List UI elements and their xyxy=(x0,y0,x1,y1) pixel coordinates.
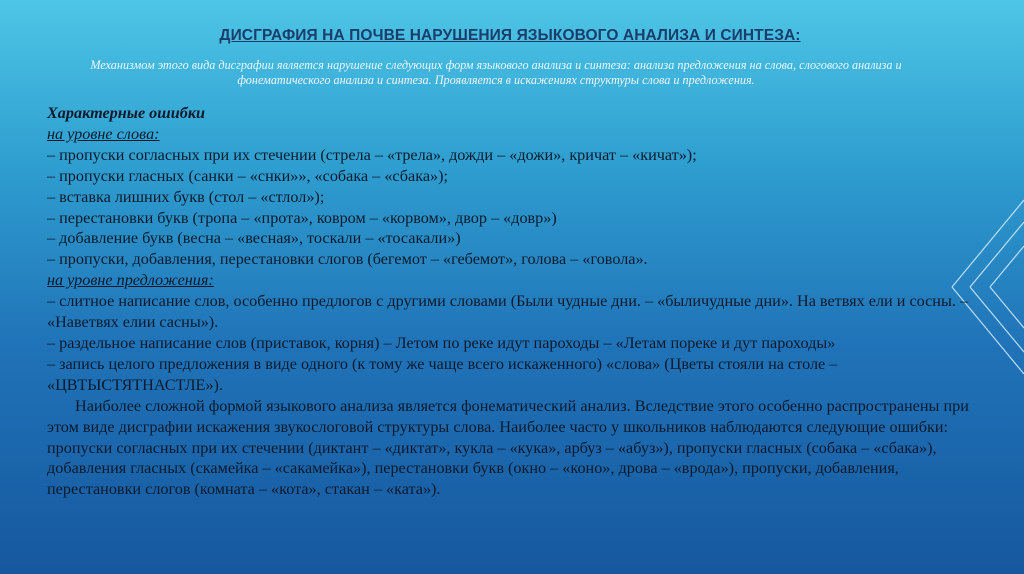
sentence-level-item: – слитное написание слов, особенно предлогов с другими словами (Были чудные дни. – «быличудные дни». На ветвях ели и сосны. – «Наветвях елии сасны»). xyxy=(47,292,969,332)
word-level-item: – пропуски гласных (санки – «снки»», «собака – «сбака»); xyxy=(47,166,449,185)
intro-paragraph: Механизмом этого вида дисграфии является нарушение следующих форм языкового анализа и синтеза: анализа предложения на слова, слогового анализа и фонематического анализа и синтеза. Проявляется в искажениях структуры слова и предложения. xyxy=(90,58,902,87)
word-level-item: – перестановки букв (тропа – «прота», ковром – «корвом», двор – «довр») xyxy=(47,208,557,227)
sentence-level-label: на уровне предложения: xyxy=(47,271,214,290)
slide-body xyxy=(47,103,975,500)
errors-heading: Характерные ошибки xyxy=(47,104,206,122)
conclusion-paragraph: Наиболее сложной формой языкового анализа является фонематический анализ. Вследствие этого особенно распространены при этом виде дисграфии искажения звукослоговой структуры слова. Наиболее часто у школьников наблюдаются следующие ошибки: пропуски согласных при их стечении (диктант – «диктат», кукла – «кука», арбуз – «абуз»), пропуски гласных (собака – «сбака»), добавления гласных (скамейка – «сакамейка»), перестановки букв (окно – «коно», дрова – «врода»), пропуски, добавления, перестановки слогов (комната – «кота», стакан – «ката»). xyxy=(47,396,969,499)
sentence-level-item: – раздельное написание слов (приставок, корня) – Летом по реке идут пароходы – «Летам пореке и дут пароходы» xyxy=(47,333,836,352)
word-level-item: – вставка лишних букв (стол – «стлол»); xyxy=(47,187,325,206)
word-level-item: – пропуски согласных при их стечении (стрела – «трела», дожди – «дожи», кричат – «кичат»); xyxy=(47,145,697,164)
sentence-level-item: – запись целого предложения в виде одного (к тому же чаще всего искаженного) «слова» (Цветы стояли на столе – «ЦВТЫСТЯТНАСТЛЕ»). xyxy=(47,354,838,394)
word-level-label: на уровне слова: xyxy=(47,124,160,143)
slide-title: ДИСГРАФИЯ НА ПОЧВЕ НАРУШЕНИЯ ЯЗЫКОВОГО АНАЛИЗА И СИНТЕЗА: xyxy=(219,27,801,44)
word-level-item: – добавление букв (весна – «весная», тоскали – «тосакали») xyxy=(47,229,461,248)
word-level-item: – пропуски, добавления, перестановки слогов (бегемот – «гебемот», голова – «говола». xyxy=(47,250,648,269)
